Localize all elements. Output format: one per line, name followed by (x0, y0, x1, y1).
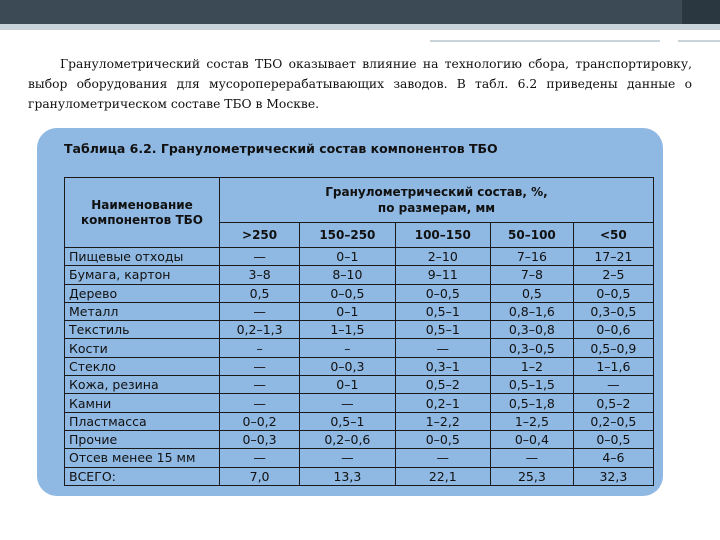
size-value: 0,5–0,9 (573, 339, 653, 357)
table-row (65, 284, 654, 302)
size-value: 1–1,5 (300, 321, 395, 339)
size-value: 0–0,3 (300, 357, 395, 375)
granulometric-table (64, 177, 654, 486)
component-name: Отсев менее 15 мм (65, 449, 220, 467)
table-row (65, 412, 654, 430)
table-row (65, 302, 654, 320)
size-group-header-line1: Гранулометрический состав, %, (325, 185, 548, 199)
size-value: 7–16 (491, 248, 574, 266)
component-name: Кости (65, 339, 220, 357)
component-name: Кожа, резина (65, 376, 220, 394)
size-value: 17–21 (573, 248, 653, 266)
component-name: Дерево (65, 284, 220, 302)
table-row (65, 430, 654, 448)
table-row (65, 394, 654, 412)
size-value: 2–10 (395, 248, 490, 266)
size-value: 0–1 (300, 248, 395, 266)
size-value: 0–0,5 (395, 430, 490, 448)
name-column-header: Наименование компонентов ТБО (65, 178, 220, 248)
size-value: 9–11 (395, 266, 490, 284)
size-header: >250 (220, 223, 300, 248)
size-value: 0,3–0,8 (491, 321, 574, 339)
size-value: 8–10 (300, 266, 395, 284)
table-row (65, 357, 654, 375)
size-value: 1–2,2 (395, 412, 490, 430)
size-value: 4–6 (573, 449, 653, 467)
size-value: 0–0,5 (395, 284, 490, 302)
size-value: — (573, 376, 653, 394)
size-value: — (220, 248, 300, 266)
size-value: — (491, 449, 574, 467)
size-value: 7,0 (220, 467, 300, 485)
size-value: 25,3 (491, 467, 574, 485)
size-value: 13,3 (300, 467, 395, 485)
size-value: 22,1 (395, 467, 490, 485)
size-group-header-line2: по размерам, мм (377, 201, 496, 215)
size-header: 100–150 (395, 223, 490, 248)
size-value: — (220, 449, 300, 467)
size-value: 0,5–1 (395, 302, 490, 320)
size-value: 1–1,6 (573, 357, 653, 375)
size-value: 0–0,6 (573, 321, 653, 339)
component-name: Прочие (65, 430, 220, 448)
top-banner-corner (682, 0, 720, 24)
size-value: — (395, 449, 490, 467)
component-name: Металл (65, 302, 220, 320)
size-value: 0–0,3 (220, 430, 300, 448)
component-name: Стекло (65, 357, 220, 375)
table-row (65, 339, 654, 357)
size-value: 0–1 (300, 302, 395, 320)
size-value: — (220, 357, 300, 375)
size-value: 0–0,5 (300, 284, 395, 302)
size-value: – (300, 339, 395, 357)
table-row (65, 248, 654, 266)
size-value: 0,2–0,5 (573, 412, 653, 430)
size-value: 0–0,5 (573, 430, 653, 448)
top-banner (0, 0, 720, 24)
size-value: — (220, 394, 300, 412)
size-value: 0,5 (491, 284, 574, 302)
size-value: – (220, 339, 300, 357)
size-value: 0,3–1 (395, 357, 490, 375)
size-value: 0,5–1,8 (491, 394, 574, 412)
table-title: Таблица 6.2. Гранулометрический состав компонентов ТБО (64, 141, 498, 156)
size-value: 0–0,5 (573, 284, 653, 302)
size-value: 1–2,5 (491, 412, 574, 430)
size-value: 0,8–1,6 (491, 302, 574, 320)
size-value: 0–0,4 (491, 430, 574, 448)
size-header: 150–250 (300, 223, 395, 248)
size-header: <50 (573, 223, 653, 248)
size-value: 0,2–1,3 (220, 321, 300, 339)
size-value: — (300, 449, 395, 467)
top-banner-stripe (0, 24, 720, 30)
size-value: 0–1 (300, 376, 395, 394)
component-name: Пищевые отходы (65, 248, 220, 266)
size-group-header (220, 178, 654, 223)
size-header: 50–100 (491, 223, 574, 248)
size-value: 0–0,2 (220, 412, 300, 430)
table-row (65, 376, 654, 394)
table-row (65, 449, 654, 467)
size-value: 0,5–1,5 (491, 376, 574, 394)
table-body (65, 248, 654, 486)
size-value: 32,3 (573, 467, 653, 485)
component-name: Камни (65, 394, 220, 412)
size-value: 0,5–1 (300, 412, 395, 430)
size-value: 0,5–2 (573, 394, 653, 412)
component-name: Бумага, картон (65, 266, 220, 284)
size-value: 1–2 (491, 357, 574, 375)
size-value: 2–5 (573, 266, 653, 284)
size-value: 3–8 (220, 266, 300, 284)
component-name: Текстиль (65, 321, 220, 339)
component-name: ВСЕГО: (65, 467, 220, 485)
intro-paragraph: Гранулометрический состав ТБО оказывает влияние на технологию сбора, транспортировку, выбор оборудования для мусороперерабатывающих заводов. В табл. 6.2 приведены данные о гранулометрическом составе ТБО в Москве. (28, 57, 692, 111)
size-value: 0,2–0,6 (300, 430, 395, 448)
table-row (65, 321, 654, 339)
component-name: Пластмасса (65, 412, 220, 430)
size-value: 0,5–2 (395, 376, 490, 394)
decorative-rule (430, 40, 660, 42)
size-value: — (300, 394, 395, 412)
size-value: 7–8 (491, 266, 574, 284)
table-row (65, 467, 654, 485)
size-value: — (395, 339, 490, 357)
size-value: 0,2–1 (395, 394, 490, 412)
size-value: 0,5–1 (395, 321, 490, 339)
size-value: — (220, 376, 300, 394)
size-value: 0,3–0,5 (573, 302, 653, 320)
size-value: 0,3–0,5 (491, 339, 574, 357)
table-row (65, 266, 654, 284)
size-value: — (220, 302, 300, 320)
decorative-rule-right (678, 40, 720, 42)
size-value: 0,5 (220, 284, 300, 302)
